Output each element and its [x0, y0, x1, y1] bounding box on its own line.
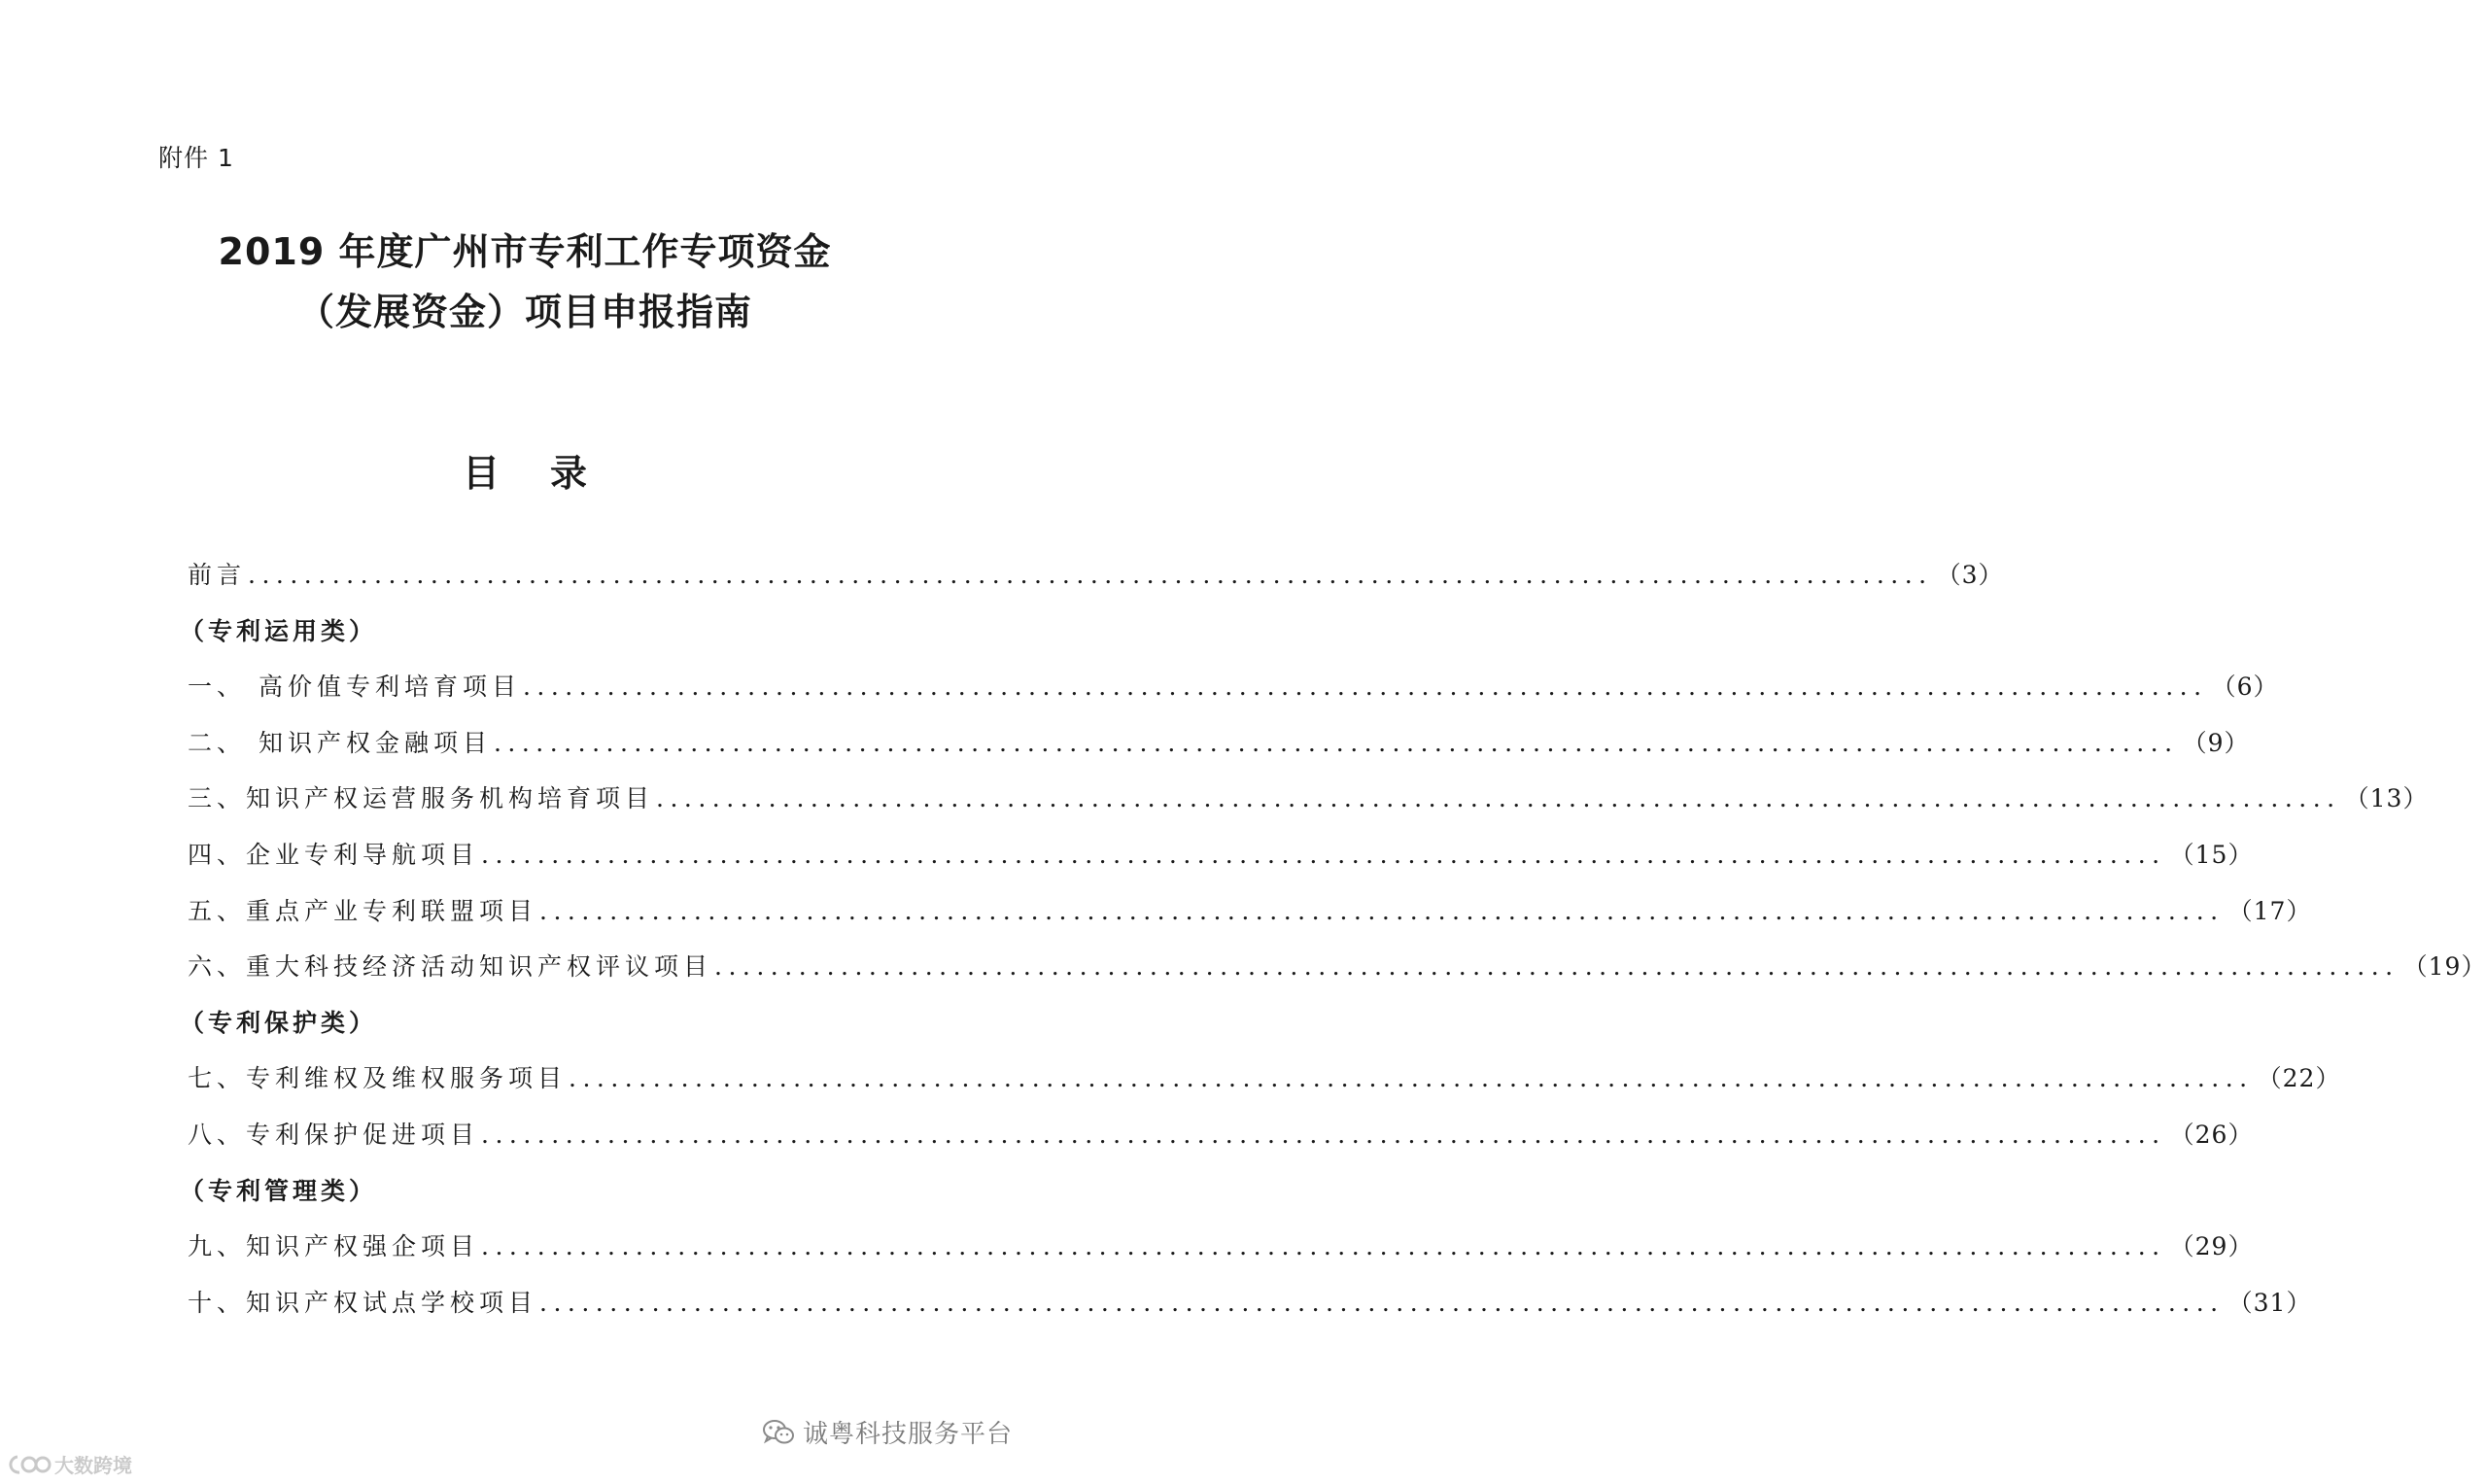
brand-logo-icon	[8, 1453, 51, 1476]
toc-entry[interactable]	[188, 1116, 2254, 1172]
toc-entry[interactable]	[188, 836, 2254, 892]
toc-dot-leader: ........................................................................................................................	[481, 1232, 2166, 1261]
toc-entry-page: （26）	[2169, 1120, 2254, 1149]
toc-entry-page: （29）	[2169, 1232, 2254, 1261]
toc-dot-leader: ........................................................................................................................	[539, 896, 2225, 925]
toc-dot-leader: ........................................................................................................................	[714, 952, 2400, 982]
watermark-left-text: 大数跨境	[54, 1454, 132, 1477]
table-of-contents	[180, 556, 2486, 1339]
toc-entry[interactable]	[188, 1059, 2341, 1116]
toc-entry-page: （15）	[2169, 840, 2254, 869]
toc-entry-page: （17）	[2227, 896, 2312, 925]
toc-entry-page: （13）	[2344, 784, 2429, 813]
toc-heading: 目录	[462, 452, 638, 495]
attachment-label: 附件 1	[158, 144, 234, 172]
toc-entry-label: 七、专利维权及维权服务项目	[188, 1064, 568, 1093]
toc-entry[interactable]	[188, 668, 2279, 724]
toc-entry-label: 前言	[188, 561, 247, 589]
toc-dot-leader: ........................................................................................................................	[481, 1120, 2166, 1149]
toc-dot-leader: ........................................................................................................................	[569, 1064, 2254, 1093]
toc-entry-label: 八、专利保护促进项目	[188, 1120, 480, 1149]
toc-entry-page: （19）	[2402, 952, 2486, 982]
toc-entry-label: 一、 高价值专利培育项目	[188, 673, 521, 702]
toc-entry[interactable]	[188, 892, 2312, 949]
toc-entry-page: （22）	[2257, 1064, 2341, 1093]
toc-entry-label: 五、重点产业专利联盟项目	[188, 896, 538, 925]
toc-category: （专利运用类）	[180, 616, 378, 645]
toc-entry-label: 二、 知识产权金融项目	[188, 728, 492, 757]
toc-entry-label: 四、企业专利导航项目	[188, 840, 480, 869]
toc-dot-leader: ........................................................................................................................	[656, 784, 2341, 813]
toc-entry[interactable]	[188, 556, 2004, 612]
watermark-left	[8, 1450, 132, 1478]
toc-entry[interactable]	[188, 779, 2429, 836]
toc-dot-leader: ........................................................................................................................	[248, 561, 1933, 589]
toc-dot-leader: ........................................................................................................................	[539, 1288, 2225, 1317]
toc-entry-label: 三、知识产权运营服务机构培育项目	[188, 784, 655, 813]
watermark-right	[762, 1414, 1013, 1450]
toc-entry-label: 九、知识产权强企项目	[188, 1232, 480, 1261]
toc-entry-page: （9）	[2182, 728, 2250, 757]
document-title-line-2: （发展资金）项目申报指南	[296, 291, 752, 333]
wechat-icon	[762, 1419, 795, 1446]
toc-entry-page: （6）	[2211, 673, 2279, 702]
document-title-line-1: 2019 年度广州市专利工作专项资金	[218, 230, 832, 273]
toc-dot-leader: ........................................................................................................................	[481, 840, 2166, 869]
toc-entry[interactable]	[188, 724, 2250, 780]
watermark-right-text: 诚粤科技服务平台	[802, 1420, 1013, 1449]
toc-entry-page: （3）	[1936, 561, 2004, 589]
toc-dot-leader: ........................................................................................................................	[493, 728, 2179, 757]
toc-entry[interactable]	[188, 1284, 2312, 1340]
toc-entry-label: 六、重大科技经济活动知识产权评议项目	[188, 952, 713, 982]
toc-entry[interactable]	[188, 948, 2486, 1004]
toc-category: （专利管理类）	[180, 1176, 378, 1205]
toc-dot-leader: ........................................................................................................................	[522, 673, 2208, 702]
toc-entry[interactable]	[188, 1227, 2254, 1284]
toc-category: （专利保护类）	[180, 1008, 378, 1037]
toc-entry-page: （31）	[2227, 1288, 2312, 1317]
toc-entry-label: 十、知识产权试点学校项目	[188, 1288, 538, 1317]
